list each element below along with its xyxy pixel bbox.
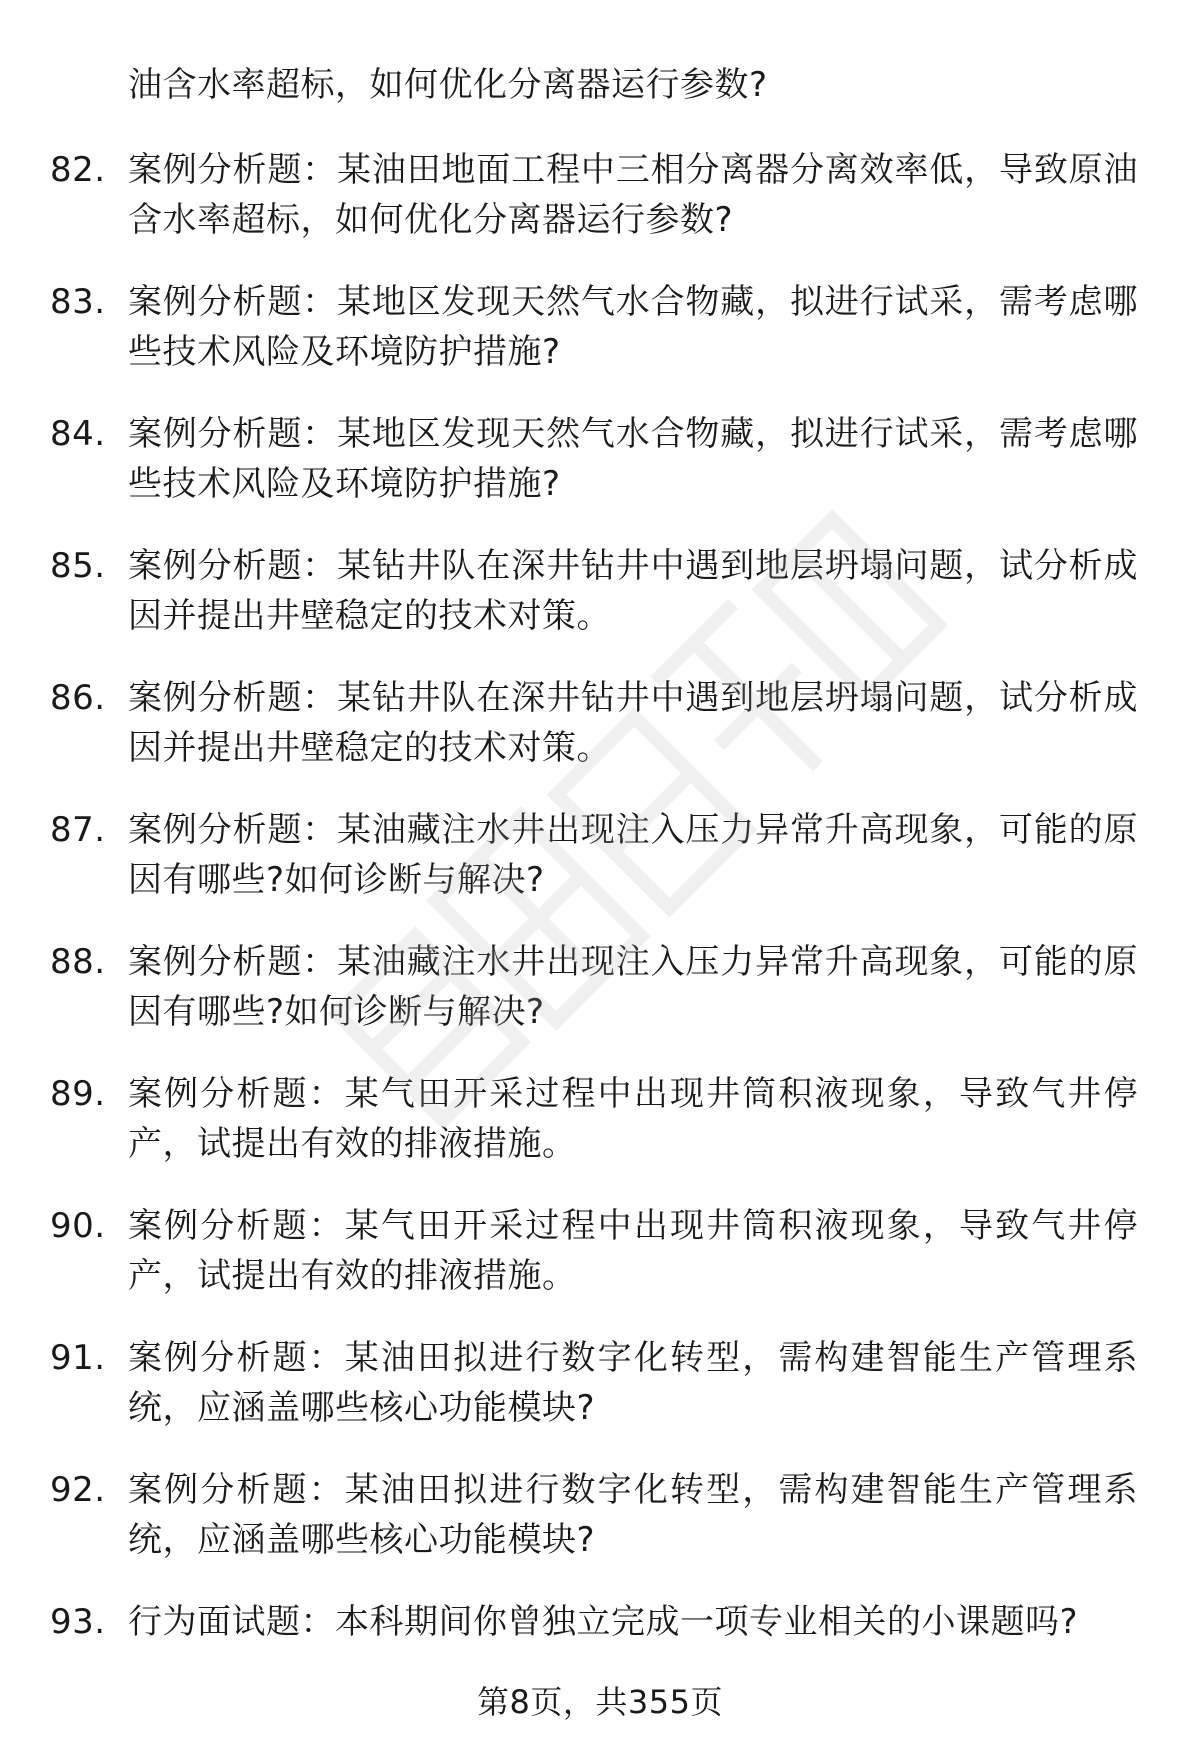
question-number: 88. [50,942,106,982]
question-item [0,937,1200,1069]
question-number: 84. [50,414,106,454]
question-item [0,541,1200,673]
question-text: 行为面试题：本科期间你曾独立完成一项专业相关的小课题吗? [128,1602,1079,1642]
question-text: 案例分析题：某钻井队在深井钻井中遇到地层坍塌问题，试分析成因并提出井壁稳定的技术对策。 [128,546,1138,636]
question-number: 89. [50,1074,106,1114]
question-item [0,145,1200,277]
question-item [0,409,1200,541]
question-number: 86. [50,678,106,718]
question-text: 案例分析题：某气田开采过程中出现井筒积液现象，导致气井停产，试提出有效的排液措施。 [128,1206,1138,1296]
question-number: 92. [50,1470,106,1510]
question-text: 案例分析题：某油田地面工程中三相分离器分离效率低，导致原油含水率超标，如何优化分离器运行参数? [128,150,1138,240]
question-text: 案例分析题：某油田拟进行数字化转型，需构建智能生产管理系统，应涵盖哪些核心功能模块? [128,1470,1138,1560]
question-item [0,1333,1200,1465]
question-item [0,1069,1200,1201]
question-item [0,1465,1200,1597]
question-number: 83. [50,282,106,322]
question-text: 案例分析题：某地区发现天然气水合物藏，拟进行试采，需考虑哪些技术风险及环境防护措施? [128,282,1138,372]
question-text: 案例分析题：某地区发现天然气水合物藏，拟进行试采，需考虑哪些技术风险及环境防护措施? [128,414,1138,504]
question-text: 案例分析题：某油藏注水井出现注入压力异常升高现象，可能的原因有哪些?如何诊断与解决? [128,810,1138,900]
question-number: 90. [50,1206,106,1246]
question-list [0,145,1200,1729]
question-number: 85. [50,546,106,586]
continuation-text: 油含水率超标，如何优化分离器运行参数? [128,65,768,105]
question-number: 87. [50,810,106,850]
question-item [0,277,1200,409]
question-item [0,1201,1200,1333]
question-item [0,805,1200,937]
question-number: 91. [50,1338,106,1378]
page-number-footer: 第8页，共355页 [477,1683,723,1721]
question-item [0,673,1200,805]
question-text: 案例分析题：某钻井队在深井钻井中遇到地层坍塌问题，试分析成因并提出井壁稳定的技术对策。 [128,678,1138,768]
question-text: 案例分析题：某油田拟进行数字化转型，需构建智能生产管理系统，应涵盖哪些核心功能模块? [128,1338,1138,1428]
question-text: 案例分析题：某气田开采过程中出现井筒积液现象，导致气井停产，试提出有效的排液措施。 [128,1074,1138,1164]
question-text: 案例分析题：某油藏注水井出现注入压力异常升高现象，可能的原因有哪些?如何诊断与解决? [128,942,1138,1032]
question-number: 93. [50,1602,106,1642]
question-number: 82. [50,150,106,190]
